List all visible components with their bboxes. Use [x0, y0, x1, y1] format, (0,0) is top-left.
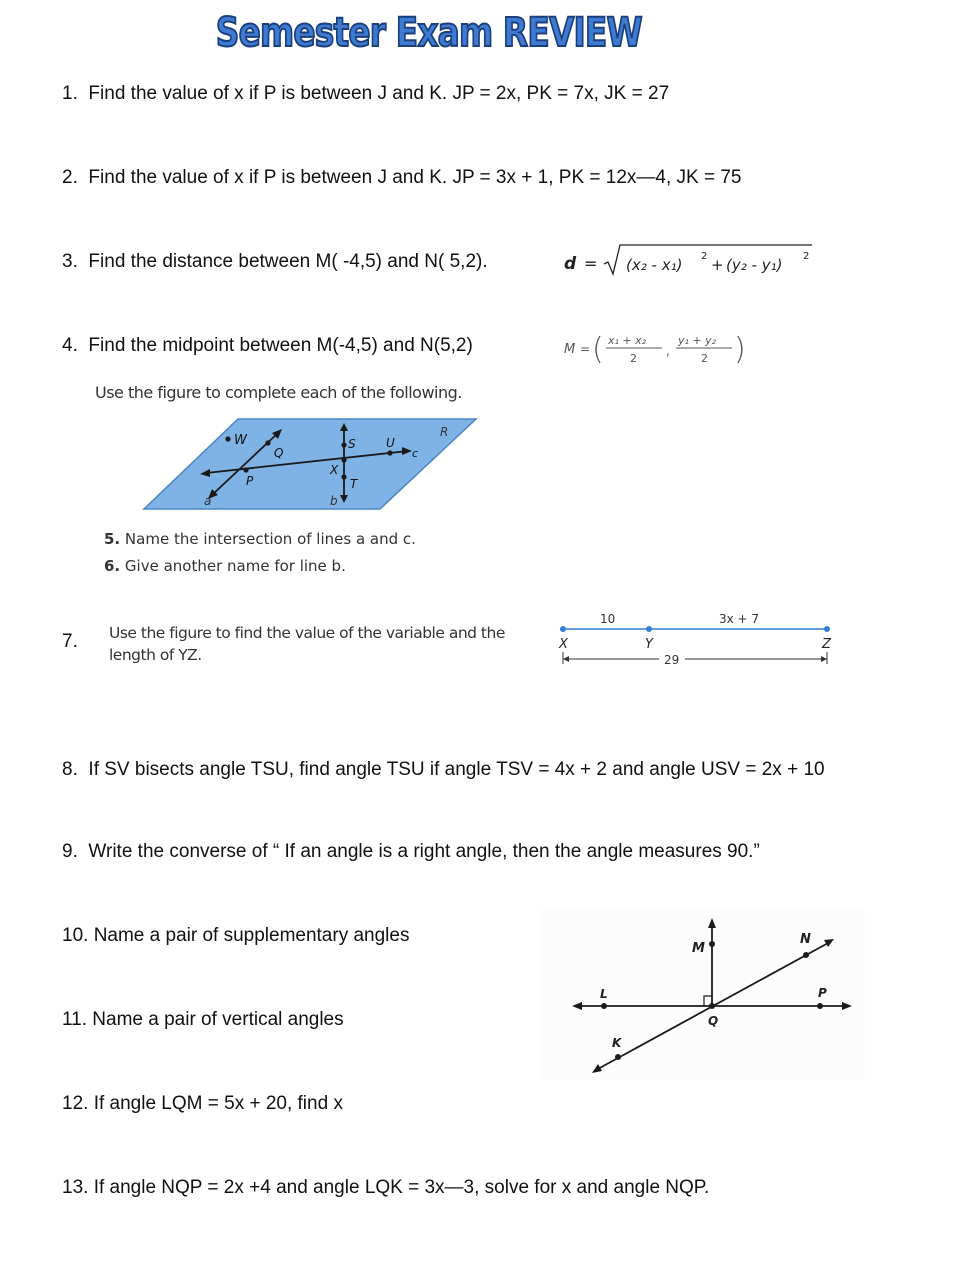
formula-lhs: M	[564, 342, 576, 357]
question-8	[62, 759, 825, 781]
question-number: 6.	[104, 557, 121, 575]
svg-text:x₁ + x₂: x₁ + x₂	[608, 334, 647, 347]
page-title: Semester Exam REVIEW	[215, 10, 642, 56]
question-number: 3.	[62, 251, 78, 272]
svg-text:Z: Z	[822, 637, 831, 652]
question-text: If SV bisects angle TSU, find angle TSU if angle TSV = 4x + 2 and angle USV = 2x + 10	[88, 759, 825, 780]
svg-text:,: ,	[666, 344, 670, 358]
length-yz: 3x + 7	[719, 612, 760, 626]
question-11: 11. Name a pair of vertical angles	[62, 1009, 344, 1030]
question-5	[104, 530, 416, 548]
point-s	[341, 442, 346, 447]
point-y	[646, 626, 652, 632]
point-m	[709, 941, 715, 947]
svg-text:(x₂ - x₁): (x₂ - x₁)	[626, 256, 683, 274]
svg-text:X: X	[330, 463, 339, 477]
question-3	[62, 251, 488, 273]
svg-text:b: b	[330, 494, 338, 508]
question-number: 4.	[62, 335, 78, 356]
question-text: Find the midpoint between M(-4,5) and N(5,2)	[88, 335, 473, 356]
point-x	[341, 457, 346, 462]
instruction-line: length of YZ.	[109, 646, 202, 664]
point-q	[709, 1003, 715, 1009]
formula-equals: =	[580, 342, 591, 356]
svg-text:2: 2	[630, 352, 637, 365]
question-text: Give another name for line b.	[124, 557, 346, 575]
point-n	[803, 952, 809, 958]
point-p	[817, 1003, 823, 1009]
question-10: 10. Name a pair of supplementary angles	[62, 925, 410, 946]
svg-text:S: S	[348, 437, 356, 451]
svg-text:2: 2	[701, 352, 708, 365]
svg-text:Q: Q	[274, 446, 284, 460]
instruction-line: Use the figure to find the value of the variable and the	[109, 624, 505, 642]
question-number: 8.	[62, 759, 78, 780]
question-12: 12. If angle LQM = 5x + 20, find x	[62, 1093, 343, 1114]
svg-text:a: a	[204, 494, 212, 508]
length-xz: 29	[664, 653, 680, 667]
svg-text:+: +	[711, 256, 724, 274]
question-13: 13. If angle NQP = 2x +4 and angle LQK = 3x—3, solve for x and angle NQP.	[62, 1177, 710, 1198]
svg-text:c: c	[412, 447, 419, 460]
question-text: Write the converse of “ If an angle is a right angle, then the angle measures 90.”	[88, 841, 760, 862]
svg-text:P: P	[818, 986, 827, 1000]
svg-text:2: 2	[803, 251, 810, 262]
svg-text:P: P	[246, 474, 254, 488]
question-number: 9.	[62, 841, 78, 862]
svg-text:(y₂ - y₁): (y₂ - y₁)	[726, 256, 783, 274]
question-text: Find the distance between M( -4,5) and N( 5,2).	[88, 251, 488, 272]
svg-text:U: U	[386, 436, 395, 450]
point-p	[243, 467, 248, 472]
svg-text:Q: Q	[708, 1014, 719, 1028]
point-w	[225, 436, 230, 441]
question-6	[104, 557, 346, 575]
figure1-instruction: Use the figure to complete each of the following.	[95, 383, 462, 402]
svg-text:L: L	[600, 987, 608, 1001]
figure2-segment-diagram	[555, 606, 845, 672]
question-text: Find the value of x if P is between J and K. JP = 3x + 1, PK = 12x—4, JK = 75	[88, 167, 742, 188]
figure3-angle-diagram	[540, 910, 865, 1080]
figure1-plane-diagram	[140, 415, 480, 511]
point-z	[824, 626, 830, 632]
point-x	[560, 626, 566, 632]
midpoint-formula	[562, 328, 762, 370]
svg-text:(: (	[592, 332, 604, 367]
svg-text:N: N	[800, 932, 811, 947]
distance-formula	[560, 240, 820, 280]
length-xy: 10	[600, 612, 616, 626]
question-2	[62, 167, 742, 189]
svg-text:R: R	[440, 425, 449, 439]
question-number: 5.	[104, 530, 121, 548]
point-u	[387, 450, 392, 455]
point-t	[341, 474, 346, 479]
question-7-number: 7.	[62, 631, 78, 652]
question-4	[62, 335, 473, 357]
svg-text:X: X	[559, 637, 568, 652]
formula-lhs: d	[564, 254, 577, 274]
point-k	[615, 1054, 621, 1060]
svg-text:T: T	[350, 477, 358, 491]
svg-text:M: M	[692, 941, 705, 956]
plane-r	[144, 419, 476, 509]
point-l	[601, 1003, 607, 1009]
question-text: Find the value of x if P is between J and K. JP = 2x, PK = 7x, JK = 27	[88, 83, 670, 104]
svg-text:W: W	[234, 433, 247, 448]
question-number: 2.	[62, 167, 78, 188]
point-q	[265, 440, 270, 445]
question-1	[62, 83, 669, 105]
svg-text:2: 2	[701, 251, 708, 262]
question-number: 1.	[62, 83, 78, 104]
question-text: Name the intersection of lines a and c.	[124, 530, 416, 548]
svg-text:K: K	[612, 1036, 622, 1050]
svg-text:Y: Y	[645, 637, 653, 652]
svg-text:): )	[734, 332, 746, 367]
formula-equals: =	[584, 254, 598, 273]
question-9	[62, 841, 760, 863]
question-7-text	[109, 622, 505, 666]
svg-text:y₁ + y₂: y₁ + y₂	[678, 334, 717, 347]
